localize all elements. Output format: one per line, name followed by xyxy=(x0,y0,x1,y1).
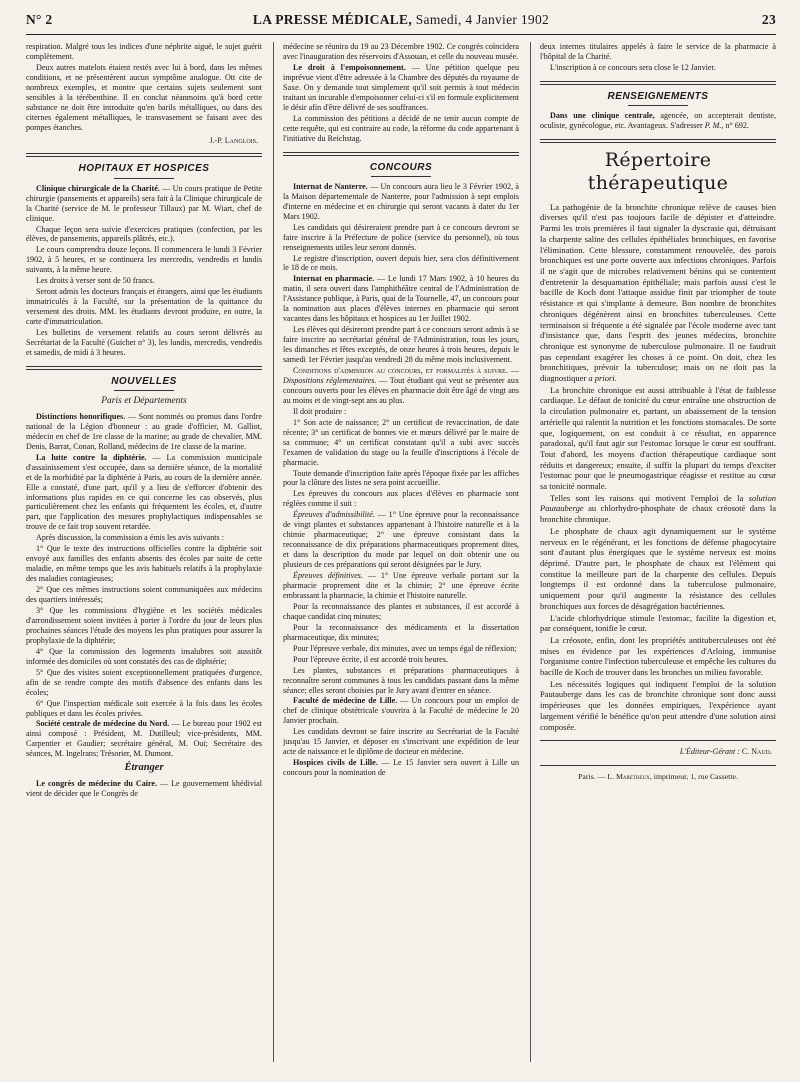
section-rule xyxy=(540,740,776,741)
column-left xyxy=(26,42,262,1072)
printer-line xyxy=(540,772,776,782)
item-lead: Dans une clinique centrale, xyxy=(550,111,655,121)
section-rule xyxy=(540,81,776,85)
section-title-hopitaux: HOPITAUX ET HOSPICES xyxy=(78,163,210,175)
paragraph-text: La pathogénie de la bronchite chronique relève de causes bien diverses qu'il n'est pas toujours facile de dépister et d'atteindre. Parmi les trois premières il faut signaler la dyscrasie qui, détruisant la charpente saline des cellules épithéliales bronchiques, en favorise l'élimination. Cette blessure, constamment renouvelée, des parois bronchiques est une porte ouverte aux infections chroniques. Parfois il ne s'agit que de microbes relativement bénins qui se contentent d'entretenir la desquamation épithéliale; mais parfois aussi c'est le bacille de Koch dont l'attaque assidue finit par triompher de toute résistance et qui s'implante à demeure. Bon nombre de bronchites chroniques dégénèrent ainsi en bronchites tuberculeuses. Cette terminaison si fréquente a été signalée par l'école moderne avec tant d'insistance que, dans l'esprit des jeunes médecins, bronchite chronique est synonyme de tuberculose pulmonaire. Il ne faudrait pas cependant exagérer les choses à ce point. On doit, chez les bronchitiques, prévoir la tuberculose; mais on ne doit pas la diagnostiquer xyxy=(540,201,776,384)
conditions-heading: Conditions d'admission au concours, et formalités à suivre. xyxy=(293,365,508,375)
section-title-renseignements: RENSEIGNEMENTS xyxy=(607,90,709,102)
signature-initials: J.-P. xyxy=(209,135,223,145)
item-text: — Un concours pour un emploi de chef de clinique obstétricale s'ouvrira à la Faculté de médecine le 20 Janvier prochain. xyxy=(283,696,519,726)
editor-label: L'Éditeur-Gérant : xyxy=(679,747,740,757)
epreuve-label: Épreuves d'admissibilité. xyxy=(293,510,375,520)
paragraph-text: Telles sont les raisons qui motivent l'emploi de la xyxy=(550,492,749,503)
paragraph: La créosote, enfin, dont les propriétés antituberculeuses ont été mises en évidence par les expériences d'Arloing, immunise l'organisme contre l'infection tuberculeuse et empêche les cultures du bacille de Koch de trouver dans les bronches un milieu favorable. xyxy=(540,634,776,678)
list-item: 3° Que les commissions d'hygiène et les sociétés médicales d'arrondissement soient invitées à porter à l'ordre du jour de leurs plus prochaines séances l'étude des moyens les plus pratiques pour assurer la prophylaxie de la diphtérie; xyxy=(26,605,262,645)
section-rule xyxy=(26,153,262,157)
list-item: 4° Que la commission des logements insalubres soit aussitôt informée des domiciles où sont constatés des cas de diphtérie; xyxy=(26,646,262,666)
section-rule xyxy=(540,765,776,766)
paragraph: Les candidats devront se faire inscrire au Secrétariat de la Faculté jusqu'au 15 Janvier, et déposer en s'inscrivant une expédition de leur acte de naissance et le diplôme de docteur en médecine. xyxy=(283,727,519,757)
paragraph: Chaque leçon sera suivie d'exercices pratiques (confection, par les élèves, de pansements, appareils plâtrés, etc.). xyxy=(26,224,262,244)
printer-text: Paris. — L. xyxy=(578,772,616,782)
paragraph: Les épreuves du concours aux places d'élèves en pharmacie sont réglées comme il suit : xyxy=(283,489,519,509)
section-rule xyxy=(540,139,776,143)
item-text: — Le 15 Janvier sera ouvert à Lille un concours pour la nomination de xyxy=(283,758,519,778)
item-lead: Faculté de médecine de Lille. xyxy=(293,696,398,706)
epreuve-label: Épreuves définitives. xyxy=(293,571,363,581)
running-head xyxy=(26,12,776,34)
paragraph: Il doit produire : xyxy=(293,406,347,416)
paragraph: La commission des pétitions a décidé de ne tenir aucun compte de cette requête, qui est contraire au code, la réforme du code appartenant à l'initiative du Reichstag. xyxy=(283,113,519,143)
item-lead: Distinctions honorifiques. xyxy=(36,411,126,421)
item-lead: Clinique chirurgicale de la Charité. xyxy=(36,183,160,193)
editor-name: C. Naud. xyxy=(741,747,772,757)
item-lead: Le congrès de médecine du Caire. xyxy=(36,779,158,789)
reference: P. M. xyxy=(704,121,722,131)
item-text: — Tout étudiant qui veut se présenter aux concours ouverts pour les élèves en pharmacie doit être âgé de vingt ans au moins et de vingt-sept ans au plus. xyxy=(283,375,519,405)
column-divider xyxy=(273,42,274,1062)
paragraph: Après discussion, la commission a émis les avis suivants : xyxy=(36,533,224,543)
paragraph: Les élèves qui désireront prendre part à ce concours seront admis à se faire inscrire au secrétariat général de l'Administration, tous les jours, les dimanches et fêtes exceptés, de onze heures à trois heures, depuis le samedi 1er Février jusqu'au vendredi 28 du même mois inclusivement. xyxy=(283,325,519,365)
repertoire-title: Répertoire thérapeutique xyxy=(587,149,729,195)
italic-phrase: a priori xyxy=(588,373,615,384)
paragraph xyxy=(283,571,519,601)
paragraph: 1° Son acte de naissance; 2° un certificat de revaccination, de date récente; 3° un certificat de bonnes vie et mœurs délivré par le maire de sa commune; 4° un certificat constatant qu'il a subi avec succès l'examen de validation du stage ou la feuille d'inscriptions à l'école de pharmacie. xyxy=(283,417,519,467)
list-item: 1° Que le texte des instructions officielles contre la diphtérie soit envoyé aux familles des enfants absents des écoles par suite de cette maladie, en même temps que les avis habituels relatifs à la prophylaxie des maladies contagieuses; xyxy=(26,544,262,584)
paragraph: Les bulletins de versement relatifs au cours seront délivrés au Secrétariat de la Faculté (Guichet n° 3), les lundis, mercredis, vendredis et samedis, de midi à 3 heures. xyxy=(26,328,262,357)
item-text: — Sont nommés ou promus dans l'ordre national de la Légion d'honneur : au grade d'officier, M. Galliot, médecin en chef de 1re classe de la marine; au grade de chevalier, MM. Denis, Barrat, Conan, Rolland, médecins de 1re classe de la marine. xyxy=(26,411,262,451)
paragraph: Pour la reconnaissance des plantes et substances, il est accordé à chaque candidat cinq minutes; xyxy=(283,601,519,621)
article-signature xyxy=(26,136,258,146)
item-lead: Le droit à l'empoisonnement. xyxy=(293,62,406,72)
item-text: agencée, on accepterait dentiste, oculiste, gynécologue, etc. Avantageux. S'adresser xyxy=(540,111,776,131)
paragraph xyxy=(283,366,519,406)
journal-name: LA PRESSE MÉDICALE, xyxy=(252,12,413,27)
subhead-etranger: Étranger xyxy=(124,762,164,774)
list-item: 2° Que ces mêmes instructions soient communiquées aux médecins des quartiers intéressés; xyxy=(26,585,262,605)
section-title-concours: CONCOURS xyxy=(369,161,433,173)
issue-date: Samedi, 4 Janvier 1902 xyxy=(415,12,550,27)
section-rule xyxy=(283,152,519,156)
paragraph: L'acide chlorhydrique stimule l'estomac, facilite la digestion et, par conséquent, tonifie le cœur. xyxy=(540,612,776,634)
list-item: 5° Que des visites soient exceptionnellement pratiquées d'urgence, afin de se rendre compte des motifs d'absence des enfants dans les écoles; xyxy=(26,667,262,697)
item-lead: Internat de Nanterre. xyxy=(293,181,368,191)
column-divider xyxy=(530,42,531,1062)
paragraph: Seront admis les docteurs français et étrangers, ainsi que les étudiants immatriculés à la Faculté, sur la présentation de la quittance du versement des droits. MM. les étudiants devront produire, en outre, la carte d'immatriculation. xyxy=(26,287,262,327)
paragraph: Pour l'épreuve écrite, il est accordé trois heures. xyxy=(293,654,448,664)
title-underline xyxy=(114,390,174,391)
item-lead: La lutte contre la diphtérie. xyxy=(36,452,147,462)
title-underline xyxy=(628,105,688,106)
paragraph xyxy=(283,510,519,570)
editor-line xyxy=(540,747,772,757)
paragraph xyxy=(540,493,776,525)
title-underline xyxy=(371,176,431,177)
section-rule xyxy=(26,366,262,370)
issue-number: N° 2 xyxy=(26,12,53,27)
item-text: — Un concours aura lieu le 3 Février 1902, à la Maison départementale de Nanterre, pour l'admission à sept emplois d'interne en médecine et en chirurgie qui seront vacants à dater du 1er Mars 1902. xyxy=(283,181,519,221)
paragraph: Les droits à verser sont de 50 francs. xyxy=(36,276,155,286)
item-text: — Une pétition quelque peu imprévue vient d'être adressée à la Chambre des députés du royaume de Saxe. On y demande tout simplement qu'il soit permis à tout médecin traitant un incurable d'empoisonner celui-ci s'il en formule explicitement le désir afin d'être délivré de ses souffrances. xyxy=(283,62,519,112)
paragraph-text: . xyxy=(614,373,617,384)
paragraph: Pour l'épreuve verbale, dix minutes, avec un temps égal de réflexion; xyxy=(293,643,517,653)
subhead-paris: Paris et Départements xyxy=(101,396,187,407)
item-text: — Le gouvernement khédivial vient de décider que le Congrès de xyxy=(26,779,262,799)
item-text: — Le bureau pour 1902 est ainsi composé : Président, M. Dutilleul; vice-présidents, MM. Carpentier et Gaudier; secrétaire général, M. Oui; Secrétaire des séances, M. Ingelrans; Trésorier, M. Dumont. xyxy=(26,719,262,759)
paragraph: Le cours comprendra douze leçons. Il commencera le lundi 3 Février 1902, à 5 heures, et se continuera les mercredis, vendredis et lundis suivants, à la même heure. xyxy=(26,245,262,275)
printer-text: , imprimeur, 1, rue Cassette. xyxy=(649,772,738,782)
item-text: — Le lundi 17 Mars 1902, à 10 heures du matin, il sera ouvert dans l'amphithéâtre central de l'Administration de l'Assistance publique, à Paris, quai de la Tournelle, 47, un concours pour la nomination aux places d'élèves internes en pharmacie qui seront vacantes dans les hôpitaux et hospices au 1er Juillet 1902. xyxy=(283,274,519,324)
list-item: 6° Que l'inspection médicale soit exercée à la fois dans les écoles publiques et dans les écoles privées. xyxy=(26,698,262,718)
paragraph: Deux autres matelots étaient restés avec lui à bord, dans les mêmes conditions, et ne présentèrent aucun symptôme analogue. Ott cite de nombreux exemples, et montre que certains sujets seulement sont sensibles à la térébenthine. Il en conclut néanmoins qu'à bord cette substance ne doit être introduite qu'en barils métalliques, ou dans des citernes également métalliques, le transvasement se faisant avec des pompes étanches. xyxy=(26,62,262,132)
paragraph xyxy=(540,202,776,384)
item-text: , n° 692. xyxy=(721,121,749,131)
header-rule xyxy=(26,34,776,35)
item-text: — 1° Une épreuve pour la reconnaissance de vingt plantes et substances appartenant à l'histoire naturelle et à la chimie pharmaceutique; 2° une épreuve consistant dans la reconnaissance de dix préparations pharmaceutiques proprement dites, et dans la description du mode par lequel on doit obtenir une ou plusieurs de ces préparations qui seront désignées par le Jury. xyxy=(283,510,519,570)
page-number: 23 xyxy=(761,12,776,27)
item-lead: Internat en pharmacie. xyxy=(293,274,375,284)
printer-name: Maretheux xyxy=(616,772,650,782)
dispositions-label: Dispositions réglementaires. xyxy=(283,375,377,385)
section-title-nouvelles: NOUVELLES xyxy=(111,375,177,387)
signature-name: Langlois. xyxy=(224,135,258,145)
paragraph: Les plantes, substances et préparations pharmaceutiques à reconnaître seront communes à tous les candidats passant dans la même séance; elles seront choisies par le Jury avant d'entrer en séance. xyxy=(283,665,519,695)
italic-phrase: solution Pautauberge xyxy=(540,492,776,514)
newspaper-page xyxy=(26,12,776,1074)
continued-paragraph: médecine se réunira du 19 au 23 Décembre 1902. Ce congrès coïncidera avec l'inauguration des réservoirs d'Assouan, et celle du nouveau musée. xyxy=(283,42,519,61)
journal-title xyxy=(26,12,776,28)
continued-paragraph: deux internes titulaires appelés à faire le service de la pharmacie à l'hôpital de la Charité. xyxy=(540,42,776,61)
paragraph: Pour la reconnaissance des médicaments et la dissertation pharmaceutique, dix minutes; xyxy=(283,622,519,642)
paragraph: Les nécessités logiques qui indiquent l'emploi de la solution Pautauberge dans les cas de bronchite chronique sont donc aussi impérieuses que les données empiriques, l'expérience ayant largement vérifié le bénéfice qu'on peut attendre d'une solution ainsi composée. xyxy=(540,678,776,732)
paragraph: L'inscription à ce concours sera close le 12 Janvier. xyxy=(550,62,716,72)
item-text: — 1° Une épreuve verbale portant sur la pharmacie proprement dite et la chimie; 2° une épreuve écrite embrassant la pharmacie, la chimie et l'histoire naturelle. xyxy=(283,571,519,600)
column-middle xyxy=(283,42,519,1072)
item-lead: Hospices civils de Lille. xyxy=(293,758,378,768)
item-text: — La commission municipale d'assainissement s'est occupée, dans sa dernière séance, de la mortalité et de la morbidité par la diphtérie à Paris, au cours de la dernière année. Elle a constaté, d'une part, qu'il y a lieu de s'efforcer d'obtenir des informations plus rapides en ce qui concerne les cas observés, plus particulièrement chez les enfants qui fréquentent les écoles, et, d'autre part, que l'application des mesures prophylactiques indispensables se trouve de ce fait trop souvent retardée. xyxy=(26,452,262,532)
column-right xyxy=(540,42,776,1072)
repertoire-section xyxy=(540,149,776,732)
paragraph: La bronchite chronique est aussi attribuable à l'état de faiblesse cardiaque. Le défaut de tonicité du cœur entraîne une obstruction de la circulation pulmonaire et, partant, un abaissement de la tension artérielle qui ralentit la nutrition et les fonctions stomacales. De sorte que, logiquement, on est conduit à ce résultat, en apparence paradoxal, qu'il faut agir sur l'estomac lorsque le cœur est souffrant. Tout d'abord, les moyens d'action thérapeutique cardiaque sont réduits et dangereux; ensuite, il suffit la plupart du temps d'exciter l'estomac pour que le pneumogastrique réagisse et restitue au cœur sa tonicité normale. xyxy=(540,384,776,492)
item-lead: Société centrale de médecine du Nord. xyxy=(36,719,170,729)
paragraph: Toute demande d'inscription faite après l'époque fixée par les affiches pour la clôture des listes ne sera point accueillie. xyxy=(283,468,519,488)
item-text: — Un cours pratique de Petite chirurgie (pansements et appareils) sera fait à la Clinique chirurgicale de la Charité (service de M. le professeur Tillaux) par M. Wiart, chef de clinique. xyxy=(26,183,262,223)
dash: — xyxy=(507,365,519,375)
paragraph: Le registre d'inscription, ouvert depuis hier, sera clos définitivement le 18 de ce mois. xyxy=(283,253,519,273)
title-underline xyxy=(114,178,174,179)
paragraph: Le phosphate de chaux agit dynamiquement sur le système nerveux en le régénérant, et les fonctions de défense phagocytaire sont d'autant plus énergiques que le système nerveux est moins déprimé. D'autre part, le phosphate de chaux est l'élément qui constitue la meilleure part de la charpente des cellules. Depuis longtemps il est ordonné dans la tuberculose pulmonaire, uniquement pour qu'il augmente la résistance des cellules bronchiques aux forces de désagrégation bactériennes. xyxy=(540,525,776,611)
paragraph: Les candidats qui désireraient prendre part à ce concours devront se faire inscrire à la Préfecture de police (service du personnel), où tous renseignements utiles leur seront donnés. xyxy=(283,222,519,252)
paragraph-text: au chlorhydro-phosphate de chaux créosoté dans la bronchite chronique. xyxy=(540,503,776,525)
continued-paragraph: respiration. Malgré tous les indices d'une néphrite aiguë, le sujet guérit complètement. xyxy=(26,42,262,61)
